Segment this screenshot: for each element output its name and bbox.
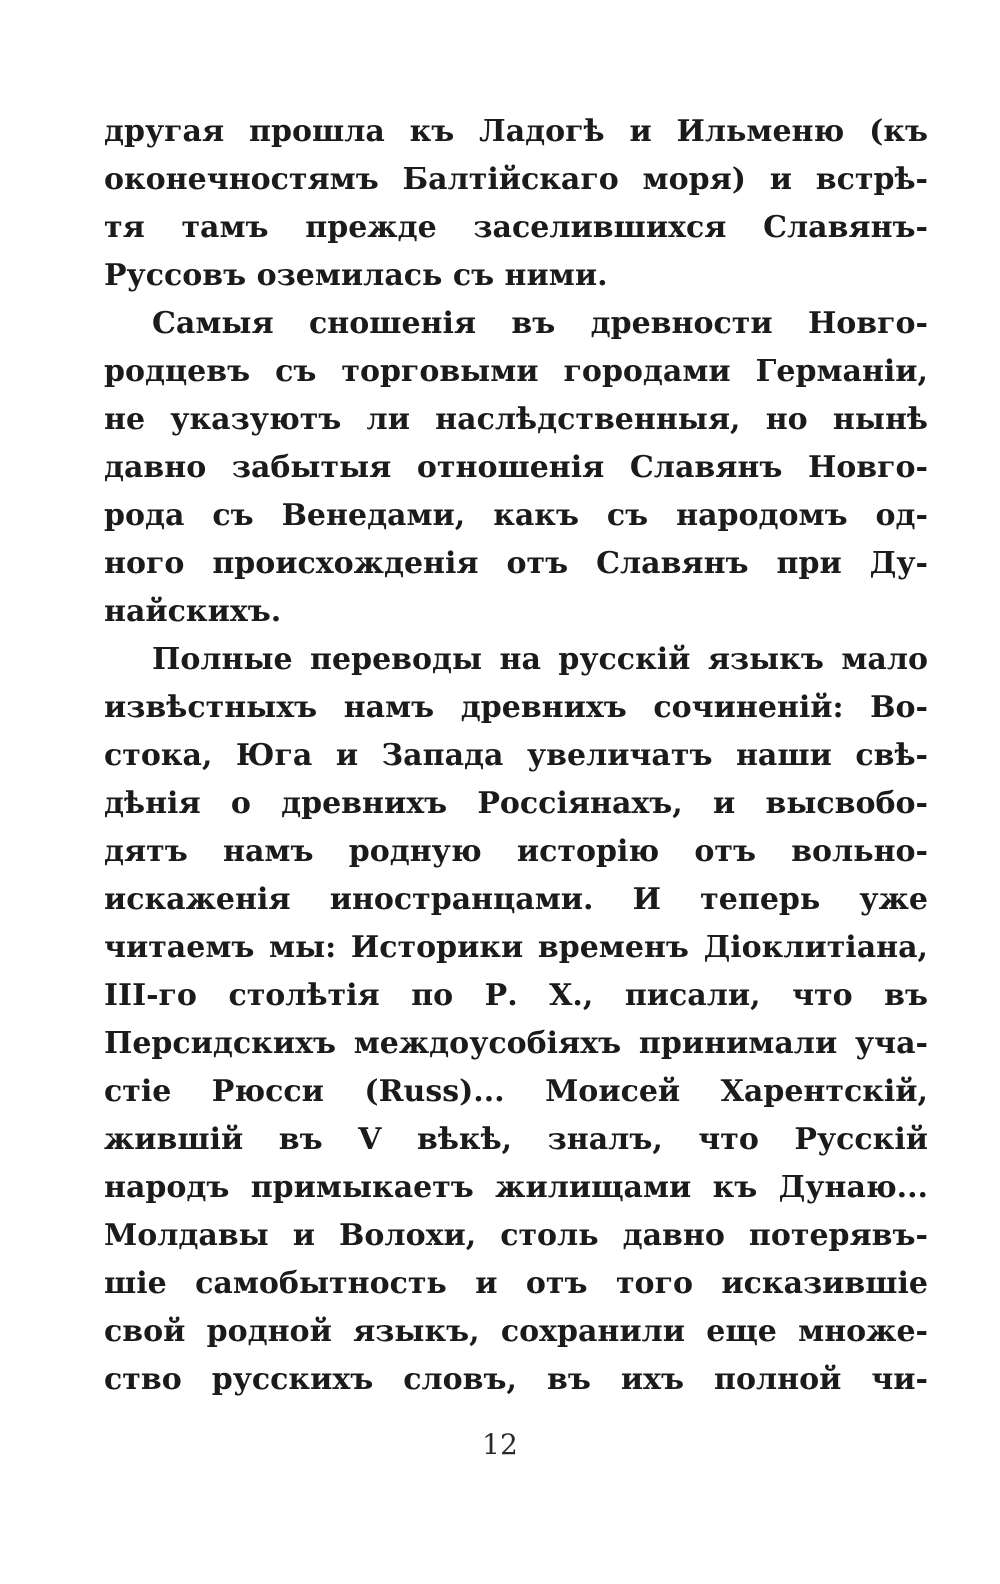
text-line: читаемъ мы: Историки временъ Діоклитіана, [104,930,928,965]
text-line: ство русскихъ словъ, въ ихъ полной чи- [104,1362,928,1397]
text-line: жившій въ V вѣкѣ, зналъ, что Русскій [104,1122,928,1157]
text-line: ного происхожденія отъ Славянъ при Ду- [104,546,928,581]
text-line: Молдавы и Волохи, столь давно потерявъ- [104,1218,928,1253]
text-line: Полные переводы на русскій языкъ мало [152,642,928,677]
text-line: давно забытыя отношенія Славянъ Новго- [104,450,928,485]
text-line: Самыя сношенія въ древности Новго- [152,306,928,341]
text-line: III-го столѣтія по Р. Х., писали, что въ [104,978,928,1013]
text-line: извѣстныхъ намъ древнихъ сочиненій: Во- [104,690,928,725]
text-line: найскихъ. [104,594,282,629]
text-line: стока, Юга и Запада увеличатъ наши свѣ- [104,738,928,773]
paragraph [104,300,928,636]
text-line: тя тамъ прежде заселившихся Славянъ- [104,210,928,245]
text-line: другая прошла къ Ладогѣ и Ильменю (къ [104,114,928,149]
body-text [104,108,928,1404]
text-line: рода съ Венедами, какъ съ народомъ од- [104,498,928,533]
text-line: не указуютъ ли наслѣдственныя, но нынѣ [104,402,928,437]
page-number: 12 [482,1428,518,1461]
paragraph [104,108,928,300]
text-line: дѣнія о древнихъ Россіянахъ, и высвобо- [104,786,928,821]
text-line: оконечностямъ Балтійскаго моря) и встрѣ- [104,162,928,197]
text-line: родцевъ съ торговыми городами Германіи, [104,354,928,389]
text-line: шіе самобытность и отъ того исказившіе [104,1266,928,1301]
text-line: народъ примыкаетъ жилищами къ Дунаю... [104,1170,928,1205]
text-line: свой родной языкъ, сохранили еще множе- [104,1314,928,1349]
text-line: стіе Рюсси (Russ)... Моисей Харентскій, [104,1074,928,1109]
paragraph [104,636,928,1404]
text-line: Руссовъ оземилась съ ними. [104,258,608,293]
text-line: дятъ намъ родную исторію отъ вольно- [104,834,928,869]
text-line: Персидскихъ междоусобіяхъ принимали уча- [104,1026,928,1061]
text-line: искаженія иностранцами. И теперь уже [104,882,928,917]
